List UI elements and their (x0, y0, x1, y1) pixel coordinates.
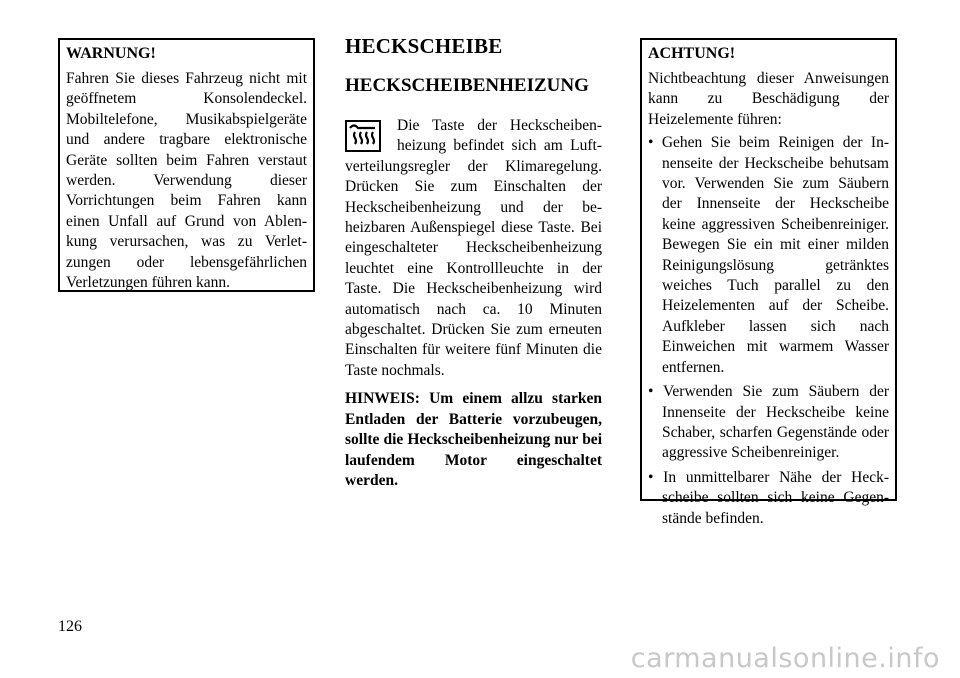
section-subtitle: HECKSCHEIBENHEIZUNG (345, 75, 589, 96)
rear-window-defroster-icon (345, 120, 381, 152)
defroster-description: Die Taste der Heckscheibenheizung befindet sich am Luftverteilungsregler der Klimaregelung. Drücken Sie zum Einschalten der Heckscheibenheizung und der beheizbaren Außenspiegel diese Taste. Bei eingeschalteter Heckscheibenheizung leuchtet eine Kontrollleuchte in der Taste. Die Heckscheibenheizung wird automatisch nach ca. 10 Minuten abgeschaltet. Drücken Sie zum erneuten Einschalten für weitere fünf Minuten die Taste nochmals. (345, 117, 602, 379)
caution-item: • Gehen Sie beim Reinigen der Innenseite der Heckscheibe behutsam vor. Verwenden Sie zum Säubern der Innenseite der Heckscheibe keine aggressiven Scheibenreiniger. Bewegen Sie ein mit einer milden Reinigungslösung getränktes weiches Tuch parallel zu den Heizelementen auf der Scheibe. Aufkleber lassen sich nach Einweichen mit warmem Wasser entfernen. (648, 134, 889, 376)
middle-column (345, 34, 602, 491)
section-title: HECKSCHEIBE (345, 34, 503, 58)
caution-intro: Nichtbeachtung dieser Anweisungen kann zu Beschädigung der Heizelemente führen: (648, 70, 889, 128)
left-column (58, 38, 315, 292)
warning-text: Fahren Sie dieses Fahrzeug nicht mit geöffnetem Konsolendeckel. Mobiltelefone, Musikabspielgeräte und andere tragbare elektronische Geräte sollten beim Fahren verstaut werden. Verwendung dieser Vorrichtungen beim Fahren kann einen Unfall auf Grund von Ablenkung verursachen, was zu Verletzungen oder lebensgefährlichen Verletzungen führen kann. (66, 70, 307, 292)
battery-note: HINWEIS: Um einem allzu starken Entladen der Batterie vorzubeugen, sollte die Heckscheibenheizung nur bei laufendem Motor eingeschaltet werden. (345, 390, 602, 489)
watermark: carmanualsonline.info (630, 643, 940, 674)
caution-title: ACHTUNG! (648, 45, 736, 62)
caution-item: • In unmittelbarer Nähe der Heckscheibe sollten sich keine Gegenstände befinden. (648, 468, 889, 527)
page-number: 126 (58, 618, 82, 635)
caution-item: • Verwenden Sie zum Säubern der Innenseite der Heckscheibe keine Schaber, scharfen Gegenstände oder aggressive Scheibenreiniger. (648, 383, 889, 462)
warning-title: WARNUNG! (66, 45, 156, 62)
caution-box (640, 38, 897, 527)
warning-box (58, 38, 315, 292)
right-column (640, 38, 897, 527)
caution-list (648, 133, 889, 529)
